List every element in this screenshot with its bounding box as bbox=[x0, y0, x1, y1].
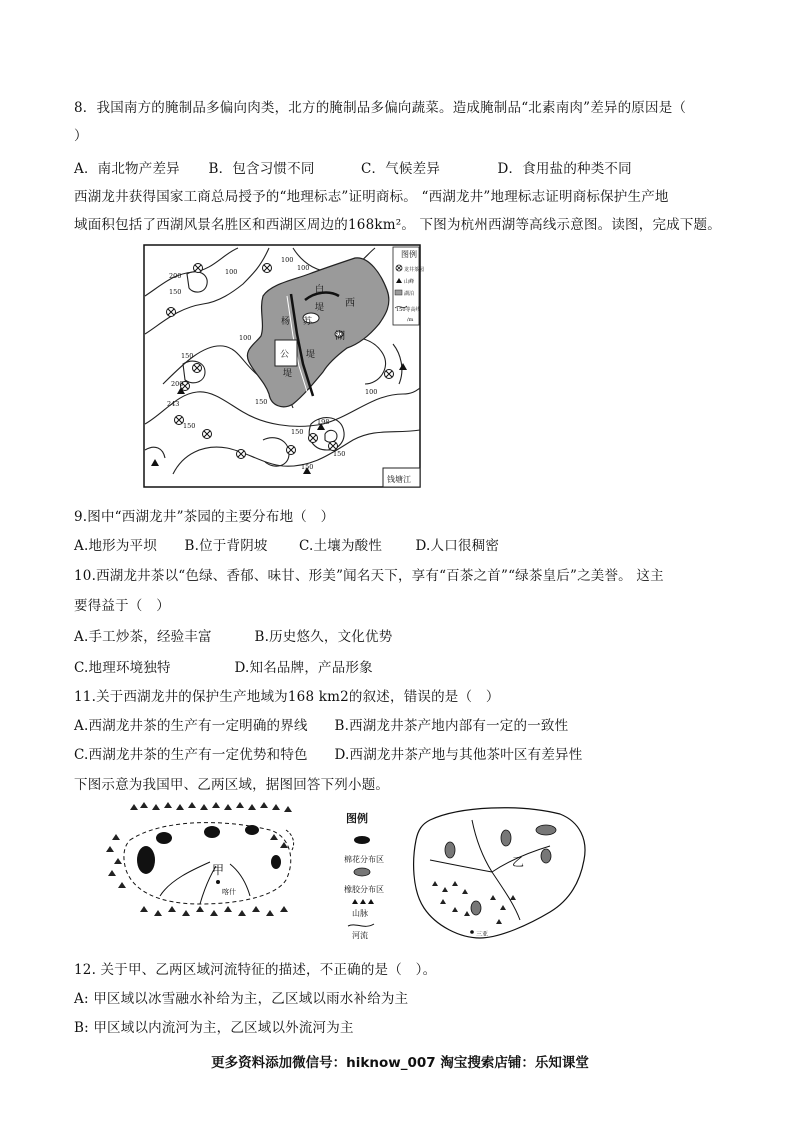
regions-map bbox=[100, 800, 590, 944]
q10-option-d: D.知名品牌，产品形象 bbox=[234, 660, 373, 676]
map1-legend-tea: 龙井茶园 bbox=[404, 267, 425, 273]
map1-lake-char-xi: 西 bbox=[345, 298, 355, 309]
intro1-line-1: 西湖龙井获得国家工商总局授予的“地理标志”证明商标。 “西湖龙井”地理标志证明商标保护生产地 bbox=[74, 189, 669, 205]
q10-options-row-1 bbox=[74, 628, 392, 646]
q11-option-c: C.西湖龙井茶的生产有一定优势和特色 bbox=[74, 747, 308, 763]
map1-dyke-bai: 白 bbox=[315, 285, 325, 295]
map1-contour-label: 150 bbox=[183, 422, 196, 430]
map2-legend-river: 河流 bbox=[352, 931, 368, 940]
map1-contour-label: 150 bbox=[255, 398, 268, 406]
map2-legend-mountain: 山脉 bbox=[352, 909, 368, 918]
q12-option-b: B: 甲区域以内流河为主，乙区域以外流河为主 bbox=[74, 1020, 354, 1036]
q11-option-b: B.西湖龙井茶产地内部有一定的一致性 bbox=[334, 718, 569, 734]
q11-options-row-2 bbox=[74, 746, 582, 764]
map1-contour-label: 200 bbox=[169, 272, 182, 280]
map1-dyke-di-2: 堤 bbox=[306, 350, 316, 360]
map1-legend-title: 图例 bbox=[401, 250, 417, 259]
q8-option-d: D．食用盐的种类不同 bbox=[497, 161, 632, 177]
map1-legend-unit: /m bbox=[407, 317, 414, 323]
city-kashi-label: 喀什 bbox=[222, 888, 236, 896]
footer-note: 更多资料添加微信号：hiknow_007 淘宝搜索店铺：乐知课堂 bbox=[211, 1055, 589, 1071]
q11-option-a: A.西湖龙井茶的生产有一定明确的界线 bbox=[74, 718, 308, 734]
q8-option-a: A．南北物产差异 bbox=[74, 161, 180, 177]
q8-option-c: C．气候差异 bbox=[361, 161, 441, 177]
q10-stem-line-2: 要得益于（ ） bbox=[74, 598, 170, 614]
intro1-line-2: 域面积包括了西湖风景名胜区和西湖区周边的168km²。 下图为杭州西湖等高线示意图。读图，完成下题。 bbox=[74, 217, 721, 233]
map1-dyke-di-3: 堤 bbox=[283, 369, 293, 379]
map1-contour-label: 100 bbox=[281, 256, 294, 264]
q10-stem-line-1: 10.西湖龙井茶以“色绿、香郁、味甘、形美”闻名天下，享有“百茶之首”“绿茶皇后”之美誉。 这主 bbox=[74, 568, 664, 584]
map2-legend-title: 图例 bbox=[346, 812, 368, 825]
q9-option-d: D.人口很稠密 bbox=[415, 538, 500, 554]
west-lake-contour-map bbox=[143, 244, 425, 488]
region-jia-label: 甲 bbox=[212, 863, 225, 877]
map1-label-yang: 杨 bbox=[281, 317, 291, 327]
map1-peak-label: 243 bbox=[167, 400, 180, 408]
map1-legend-peak: 山峰 bbox=[404, 279, 415, 285]
map1-legend-contour: 150等高线 bbox=[396, 307, 421, 313]
map1-lake-char-hu: 湖 bbox=[335, 331, 345, 342]
map1-legend-lake: 湖泊 bbox=[404, 291, 415, 297]
map1-contour-label: 150 bbox=[169, 288, 182, 296]
q8-stem-line-1: 8．我国南方的腌制品多偏向肉类，北方的腌制品多偏向蔬菜。造成腌制品“北素南肉”差异的原因是（ bbox=[74, 100, 687, 116]
q11-stem: 11.关于西湖龙井的保护生产地域为168 km2的叙述，错误的是（ ） bbox=[74, 689, 500, 705]
map1-contour-label: 100 bbox=[365, 388, 378, 396]
map1-contour-label: 150 bbox=[291, 428, 304, 436]
q11-options-row-1 bbox=[74, 717, 568, 735]
map1-dyke-di-1: 堤 bbox=[315, 303, 325, 313]
q10-option-c: C.地理环境独特 bbox=[74, 660, 171, 676]
q10-option-b: B.历史悠久，文化优势 bbox=[254, 629, 393, 645]
intro2: 下图示意为我国甲、乙两区域，据图回答下列小题。 bbox=[74, 777, 390, 793]
q12-stem: 12. 关于甲、乙两区域河流特征的描述，不正确的是（ ）。 bbox=[74, 962, 437, 978]
map1-peak-label: 198 bbox=[317, 418, 330, 426]
q8-stem-line-2: ） bbox=[74, 128, 88, 144]
map1-contour-label: 150 bbox=[301, 463, 314, 471]
q9-option-c: C.土壤为酸性 bbox=[299, 538, 383, 554]
map1-contour-label: 100 bbox=[225, 268, 238, 276]
q10-option-a: A.手工炒茶，经验丰富 bbox=[74, 629, 212, 645]
map1-contour-label: 100 bbox=[297, 264, 310, 272]
q12-option-a: A: 甲区域以冰雪融水补给为主，乙区域以雨水补给为主 bbox=[74, 991, 409, 1007]
map1-contour-label: 100 bbox=[239, 334, 252, 342]
map1-label-su: 苏 bbox=[303, 317, 313, 327]
q8-option-b: B．包含习惯不同 bbox=[208, 161, 315, 177]
q8-options bbox=[74, 160, 632, 178]
q10-options-row-2 bbox=[74, 659, 373, 677]
q9-options bbox=[74, 537, 499, 555]
region-yi-label: 乙 bbox=[512, 855, 525, 869]
map2-legend-cotton: 棉花分布区 bbox=[344, 855, 384, 864]
map1-label-gong: 公 bbox=[280, 350, 290, 360]
q11-option-d: D.西湖龙井茶产地与其他茶叶区有差异性 bbox=[334, 747, 583, 763]
map2-legend-rubber: 橡胶分布区 bbox=[344, 885, 384, 894]
q9-stem: 9.图中“西湖龙井”茶园的主要分布地（ ） bbox=[74, 509, 335, 525]
map1-contour-label: 200 bbox=[171, 380, 184, 388]
q9-option-a: A.地形为平坝 bbox=[74, 538, 157, 554]
q9-option-b: B.位于背阴坡 bbox=[184, 538, 268, 554]
city-sanya-label: 三亚 bbox=[476, 931, 489, 938]
map1-contour-label: 150 bbox=[181, 352, 194, 360]
map1-contour-label: 150 bbox=[333, 450, 346, 458]
map1-river-label: 钱塘江 bbox=[387, 475, 411, 484]
